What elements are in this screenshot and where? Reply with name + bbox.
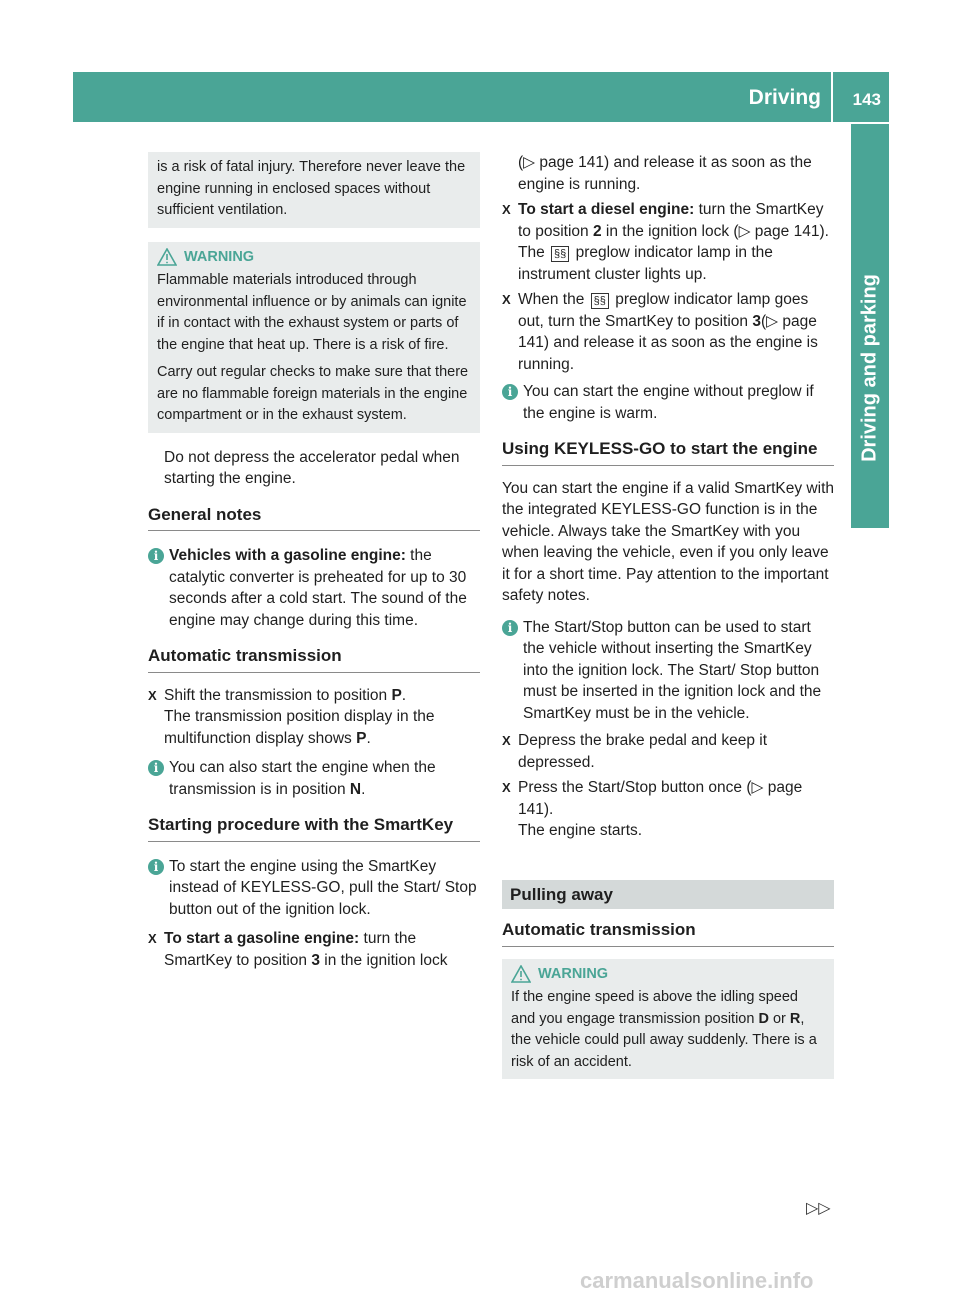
left-column — [148, 152, 480, 971]
continued-mark: ▷▷ — [806, 1200, 831, 1217]
warning-label: WARNING — [538, 965, 609, 982]
warning-label: WARNING — [184, 248, 255, 265]
side-tab-label: Driving and parking — [858, 274, 881, 462]
warning-box-pull-away — [502, 959, 834, 1080]
step-text: To start a gasoline engine: turn the SmartKey to position 3 in the ignition lock — [164, 930, 448, 969]
info-bold: Vehicles with a gasoline engine: — [169, 547, 406, 564]
step-arrow-icon: X — [502, 292, 511, 307]
instruction-step — [148, 685, 480, 750]
info-note — [148, 545, 480, 631]
warning-paragraph: Flammable materials introduced through environmental influence or by animals can ignite if in contact with the exhaust system or parts of the engine that heat up. There is a risk of fire. — [157, 272, 467, 353]
instruction-step — [502, 730, 834, 773]
step-arrow-icon: X — [148, 931, 157, 946]
warning-continuation-text: is a risk of fatal injury. Therefore never leave the engine running in enclosed spaces without sufficient ventilation. — [157, 159, 466, 218]
section-heading: General notes — [148, 504, 480, 532]
warning-heading — [157, 247, 471, 269]
step-arrow-icon: X — [502, 202, 511, 217]
info-icon: i — [148, 859, 164, 875]
info-text: You can start the engine without preglow if the engine is warm. — [523, 383, 814, 422]
info-note — [502, 617, 834, 725]
page-number: 143 — [852, 90, 881, 109]
chapter-title: Driving — [748, 86, 821, 109]
section-heading: Automatic transmission — [502, 919, 834, 947]
warning-triangle-icon — [511, 965, 531, 983]
footer-watermark: carmanualsonline.info — [580, 1268, 814, 1293]
step-arrow-icon: X — [502, 780, 511, 795]
info-text: Vehicles with a gasoline engine: the catalytic converter is preheated for up to 30 seconds after a cold start. The sound of the engine may change during this time. — [169, 547, 467, 629]
step-text: Shift the transmission to position P. The transmission position display in the multifunction display shows P. — [164, 686, 435, 747]
info-note — [148, 757, 480, 800]
info-icon: i — [148, 548, 164, 564]
instruction-step — [502, 777, 834, 842]
preglow-indicator-icon: §§ — [591, 293, 609, 309]
info-icon: i — [502, 620, 518, 636]
page-header — [73, 72, 889, 122]
instruction-step — [502, 199, 834, 285]
caution-note — [148, 447, 480, 490]
info-note — [148, 856, 480, 921]
info-text: The Start/Stop button can be used to start the vehicle without inserting the SmartKey into the ignition lock. The Start/ Stop button must be inserted in the ignition lock and the SmartKey must be in the vehicle. — [523, 618, 822, 722]
warning-heading — [511, 964, 825, 986]
instruction-step — [502, 289, 834, 375]
info-icon: i — [148, 760, 164, 776]
warning-paragraph: Carry out regular checks to make sure that there are no flammable foreign materials in the engine compartment or in the exhaust system. — [157, 364, 469, 423]
continued-step-text: (▷ page 141) and release it as soon as the engine is running. — [518, 154, 812, 193]
step-text: To start a diesel engine: turn the SmartKey to position 2 in the ignition lock (▷ page 141). The §§ preglow indicator lamp in the instrument cluster lights up. — [518, 201, 829, 283]
info-text: You can also start the engine when the transmission is in position N. — [169, 759, 436, 798]
info-icon: i — [502, 384, 518, 400]
section-banner: Pulling away — [502, 880, 834, 910]
info-text: To start the engine using the SmartKey instead of KEYLESS-GO, pull the Start/ Stop button out of the ignition lock. — [169, 857, 477, 918]
section-heading: Starting procedure with the SmartKey — [148, 814, 480, 842]
step-arrow-icon: X — [502, 733, 511, 748]
step-text: Depress the brake pedal and keep it depressed. — [518, 732, 768, 771]
step-arrow-icon: X — [148, 687, 157, 703]
warning-triangle-icon — [157, 248, 177, 266]
right-column — [502, 152, 834, 1079]
section-heading: Automatic transmission — [148, 645, 480, 673]
caution-text: Do not depress the accelerator pedal when starting the engine. — [164, 448, 460, 487]
header-divider — [831, 72, 833, 122]
info-note — [502, 381, 834, 424]
warning-box-flammable — [148, 242, 480, 433]
preglow-indicator-icon: §§ — [551, 246, 569, 262]
section-heading: Using KEYLESS-GO to start the engine — [502, 438, 834, 466]
body-paragraph: You can start the engine if a valid SmartKey with the integrated KEYLESS-GO function is in the vehicle. Always take the SmartKey with you when leaving the vehicle, even if you only leave it for a short time. Pay attention to the important safety notes. — [502, 479, 835, 604]
step-text: When the §§ preglow indicator lamp goes out, turn the SmartKey to position 3(▷ page 141) and release it as soon as the engine is running. — [518, 291, 818, 373]
step-text: Press the Start/Stop button once (▷ page 141). The engine starts. — [518, 779, 803, 839]
warning-continuation-box — [148, 152, 480, 228]
warning-paragraph: If the engine speed is above the idling speed and you engage transmission position D or R, the vehicle could pull away suddenly. There is a risk of an accident. — [511, 989, 817, 1070]
instruction-step — [148, 928, 480, 971]
